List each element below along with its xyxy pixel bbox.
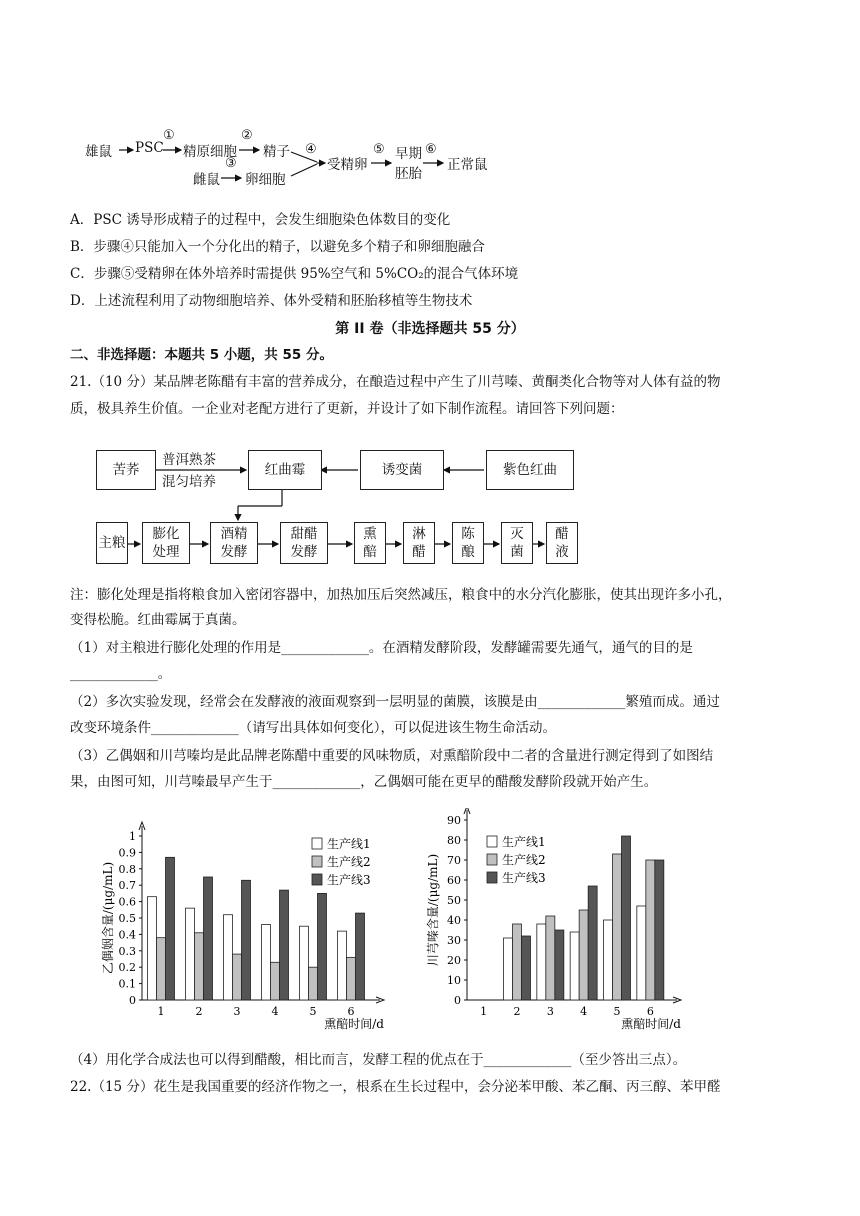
y-tick-label: 80 [447, 834, 461, 847]
y-tick-label: 0.5 [118, 912, 136, 925]
bar [356, 913, 365, 1000]
bar [242, 880, 251, 1000]
bar [588, 886, 597, 1000]
bar [157, 938, 166, 1000]
y-tick-label: 10 [447, 974, 461, 987]
flow-arrows [85, 128, 505, 190]
x-axis-label: 熏醅时间/d [324, 1017, 384, 1031]
note-line1: 注：膨化处理是指将粮食加入密闭容器中，加热加压后突然减压，粮食中的水分汽化膨胀，使其出现许多小孔， [70, 587, 732, 603]
bar [271, 962, 280, 1000]
bar [504, 938, 513, 1000]
legend-swatch [312, 856, 322, 867]
y-tick-label: 20 [447, 954, 461, 967]
bar [338, 931, 347, 1000]
legend-swatch [312, 838, 322, 849]
x-tick-label: 2 [195, 1005, 203, 1018]
flow-zygote: 受精卵 [327, 157, 368, 173]
flow-step-1: ① [163, 128, 175, 143]
bar [622, 836, 631, 1000]
legend-label: 生产线2 [327, 855, 371, 869]
flow-male-mouse: 雄鼠 [85, 144, 112, 160]
step-alcohol-fermentation: 酒精 发酵 [210, 522, 258, 564]
cloning-flow-diagram [85, 128, 505, 190]
y-tick-label: 60 [447, 874, 461, 887]
section-heading: 二、非选择题：本题共 5 小题，共 55 分。 [70, 347, 333, 363]
x-tick-label: 5 [309, 1005, 317, 1018]
box-mutant-strain: 诱变菌 [360, 450, 444, 490]
label-puer: 普洱熟茶 [162, 452, 216, 468]
q21-sub3-line2: 果，由图可知，川芎嗪最早产生于_____________，乙偶姻可能在更早的醋酸发酵阶段就开始产生。 [70, 774, 658, 790]
y-tick-label: 40 [447, 914, 461, 927]
bar [570, 932, 579, 1000]
step-vinegar-liquid: 醋 液 [546, 522, 578, 564]
x-tick-label: 3 [233, 1005, 241, 1018]
acetoin-chart [100, 808, 430, 1040]
bar [613, 854, 622, 1000]
label-mix-culture: 混匀培养 [162, 474, 216, 490]
y-tick-label: 50 [447, 894, 461, 907]
q21-line2: 质，极具养生价值。一企业对老配方进行了更新，并设计了如下制作流程。请回答下列问题： [70, 401, 624, 417]
bar [655, 860, 664, 1000]
y-axis-label: 川芎嗪含量/(μg/mL) [426, 853, 440, 967]
flow-early-embryo-1: 早期 [395, 146, 422, 162]
option-b: B．步骤④只能加入一个分化出的精子，以避免多个精子和卵细胞融合 [70, 239, 485, 255]
y-tick-label: 0.4 [118, 928, 136, 942]
bar [262, 925, 271, 1000]
x-tick-label: 6 [646, 1005, 654, 1018]
legend-label: 生产线1 [327, 837, 371, 851]
y-tick-label: 0 [454, 994, 461, 1007]
bar [148, 897, 157, 1000]
legend-label: 生产线3 [502, 871, 546, 885]
bar [646, 860, 655, 1000]
y-tick-label: 0.1 [118, 977, 136, 991]
flow-step-4: ④ [305, 142, 317, 157]
bar [579, 910, 588, 1000]
vinegar-process-diagram [96, 448, 586, 570]
bar [224, 915, 233, 1000]
y-tick-label: 0.3 [118, 944, 136, 958]
step-sweet-vinegar-fermentation: 甜醋 发酵 [280, 522, 328, 564]
y-tick-label: 0 [129, 994, 136, 1007]
flow-egg: 卵细胞 [245, 172, 286, 188]
x-tick-label: 4 [580, 1005, 588, 1018]
box-purple-hongqu: 紫色红曲 [486, 450, 574, 490]
option-d: D．上述流程利用了动物细胞培养、体外受精和胚胎移植等生物技术 [70, 293, 473, 309]
step-sterilization: 灭 菌 [501, 522, 533, 564]
y-tick-label: 0.9 [118, 846, 136, 860]
flow-female-mouse: 雌鼠 [193, 172, 220, 188]
q21-sub4: （4）用化学合成法也可以得到醋酸，相比而言，发酵工程的优点在于_____________（至少答出三点）。 [70, 1052, 687, 1068]
bar [280, 890, 289, 1000]
bar [309, 967, 318, 1000]
step-main-grain: 主 粮 [96, 522, 128, 564]
flow-step-5: ⑤ [373, 142, 385, 157]
flow-spermatogonia: 精原细胞 [183, 144, 237, 160]
y-tick-label: 0.8 [118, 862, 136, 876]
bar [546, 916, 555, 1000]
bar [166, 857, 175, 1000]
legend-label: 生产线1 [502, 835, 546, 849]
x-tick-label: 1 [480, 1005, 488, 1018]
q21-sub2-line1: （2）多次实验发现，经常会在发酵液的液面观察到一层明显的菌膜，该膜是由_____________繁殖而成。通过 [70, 694, 720, 710]
flow-step-6: ⑥ [425, 142, 437, 157]
legend-swatch [312, 874, 322, 885]
option-a: A．PSC 诱导形成精子的过程中，会发生细胞染色体数目的变化 [70, 212, 451, 228]
y-tick-label: 1 [129, 830, 136, 843]
flow-psc: PSC [135, 140, 164, 156]
legend-swatch [487, 854, 497, 865]
q21-sub3-line1: （3）乙偶姻和川芎嗪均是此品牌老陈醋中重要的风味物质，对熏醅阶段中二者的含量进行测定得到了如图结 [70, 748, 714, 764]
bar [318, 893, 327, 1000]
y-tick-label: 90 [447, 814, 461, 827]
bar [300, 926, 309, 1000]
x-tick-label: 2 [513, 1005, 521, 1018]
x-axis-label: 熏醅时间/d [621, 1017, 681, 1031]
x-tick-label: 5 [613, 1005, 621, 1018]
x-tick-label: 1 [157, 1005, 165, 1018]
x-tick-label: 4 [271, 1005, 279, 1018]
bar [204, 877, 213, 1000]
bar [537, 924, 546, 1000]
q21-sub1-line1: （1）对主粮进行膨化处理的作用是_____________。在酒精发酵阶段，发酵罐需要先通气，通气的目的是 [70, 640, 693, 656]
bar [637, 906, 646, 1000]
section-title: 第 II 卷（非选择题共 55 分） [335, 321, 525, 337]
step-aging: 陈 酿 [452, 522, 484, 564]
x-tick-label: 6 [347, 1005, 355, 1018]
step-leaching: 淋 醋 [403, 522, 435, 564]
bar [233, 954, 242, 1000]
q21-sub1-line2: _____________。 [70, 666, 172, 682]
step-puffing: 膨化 处理 [142, 522, 190, 564]
y-tick-label: 0.6 [118, 895, 136, 909]
flow-early-embryo-2: 胚胎 [395, 166, 422, 182]
y-tick-label: 30 [447, 934, 461, 947]
y-axis-label: 乙偶姻含量/(μg/mL) [101, 861, 115, 975]
bar [186, 908, 195, 1000]
y-tick-label: 70 [447, 854, 461, 867]
bar [555, 930, 564, 1000]
flow-normal-mouse: 正常鼠 [447, 157, 488, 173]
q21-sub2-line2: 改变环境条件_____________（请写出具体如何变化），可以促进该生物生命活动。 [70, 720, 556, 736]
flow-step-3: ③ [225, 156, 237, 171]
flow-step-2: ② [241, 128, 253, 143]
legend-label: 生产线3 [327, 873, 371, 887]
box-hongqumei: 红曲霉 [248, 450, 322, 490]
x-tick-label: 3 [546, 1005, 554, 1018]
legend-swatch [487, 872, 497, 883]
q22-line1: 22.（15 分）花生是我国重要的经济作物之一，根系在生长过程中，会分泌苯甲酸、苯乙酮、丙三醇、苯甲醛 [70, 1079, 721, 1095]
step-smoking: 熏 醅 [354, 522, 386, 564]
tetramethylpyrazine-chart [425, 808, 725, 1040]
legend-label: 生产线2 [502, 853, 546, 867]
bar [513, 924, 522, 1000]
bar [522, 936, 531, 1000]
option-c: C．步骤⑤受精卵在体外培养时需提供 95%空气和 5%CO₂的混合气体环境 [70, 266, 519, 282]
flow-sperm: 精子 [263, 144, 290, 160]
legend-swatch [487, 836, 497, 847]
y-tick-label: 0.2 [118, 961, 136, 975]
q21-line1: 21.（10 分）某品牌老陈醋有丰富的营养成分，在酿造过程中产生了川芎嗪、黄酮类化合物等对人体有益的物 [70, 374, 721, 390]
note-line2: 变得松脆。红曲霉属于真菌。 [70, 612, 246, 628]
bar [347, 957, 356, 1000]
bar [195, 933, 204, 1000]
box-kuqiao: 苦荞 [96, 450, 156, 490]
bar [604, 920, 613, 1000]
y-tick-label: 0.7 [118, 879, 136, 893]
